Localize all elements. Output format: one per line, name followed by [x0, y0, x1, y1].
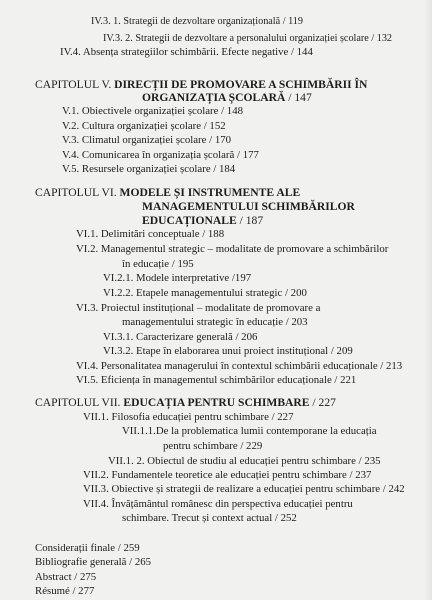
- chapter-v-prefix: CAPITOLUL V.: [35, 78, 115, 91]
- chapter-v-page: / 147: [285, 91, 312, 104]
- toc-entry-vii-1-1: VII.1.1.De la problematica lumii contemporane la educația: [122, 425, 377, 437]
- toc-entry-iv-3-1: IV.3. 1. Strategii de dezvoltare organizațională / 119: [91, 16, 303, 27]
- toc-entry-bibliography: Bibliografie generală / 265: [35, 556, 152, 568]
- chapter-v-title-line2: ORGANIZAȚIA ȘCOLARĂ: [142, 91, 286, 104]
- toc-entry-vii-1-1-cont: pentru schimbare / 229: [163, 440, 263, 452]
- chapter-vi-prefix: CAPITOLUL VI.: [35, 186, 120, 199]
- toc-entry-vi-2-cont: în educație / 195: [122, 258, 194, 270]
- chapter-v-heading-cont: [142, 91, 312, 104]
- toc-entry-vi-2-2: VI.2.2. Etapele managementului strategic / 200: [103, 287, 307, 299]
- toc-entry-vii-2: VII.2. Fundamentele teoretice ale educației pentru schimbare / 237: [83, 469, 372, 481]
- toc-entry-vi-3-cont: managementului strategic în educație / 203: [122, 316, 308, 328]
- chapter-vi-title-line1: MODELE ȘI INSTRUMENTE ALE: [119, 186, 301, 199]
- chapter-vii-page: / 227: [309, 396, 336, 409]
- toc-entry-v-5: V.5. Resursele organizației școlare / 184: [62, 163, 236, 175]
- toc-entry-vi-2: VI.2. Managementul strategic – modalitate de promovare a schimbărilor: [76, 243, 389, 255]
- toc-entry-v-3: V.3. Climatul organizației școlare / 170: [62, 134, 232, 146]
- chapter-vii-heading: [35, 396, 336, 409]
- chapter-v-title-line1: DIRECȚII DE PROMOVARE A SCHIMBĂRII ÎN: [114, 78, 368, 91]
- toc-entry-vi-5: VI.5. Eficiența în managementul schimbărilor educaționale / 221: [76, 374, 357, 386]
- toc-entry-iv-4: IV.4. Absența strategiilor schimbării. Efecte negative / 144: [60, 46, 313, 58]
- toc-entry-vi-4: VI.4. Personalitatea managerului în contextul schimbării educaționale / 213: [76, 360, 403, 372]
- toc-entry-considerations: Considerații finale / 259: [35, 542, 140, 554]
- toc-entry-v-2: V.2. Cultura organizației școlare / 152: [62, 120, 226, 132]
- chapter-vi-title-line2: MANAGEMENTULUI SCHIMBĂRILOR: [142, 200, 355, 213]
- toc-entry-vi-3-1: VI.3.1. Caracterizare generală / 206: [103, 331, 258, 343]
- chapter-v-heading: [35, 78, 367, 91]
- page-edge-shadow: [424, 0, 432, 600]
- toc-entry-vi-2-1: VI.2.1. Modele interpretative /197: [103, 272, 252, 284]
- chapter-vi-heading-cont: [142, 214, 263, 227]
- toc-entry-vi-3-2: VI.3.2. Etape în elaborarea unui proiect instituțional / 209: [103, 345, 353, 357]
- chapter-vi-title-line3: EDUCAȚIONALE: [142, 214, 237, 227]
- toc-entry-abstract: Abstract / 275: [35, 571, 97, 583]
- chapter-vi-page: / 187: [236, 214, 264, 227]
- toc-entry-vii-1-2: VII.1. 2. Obiectul de studiu al educației pentru schimbare / 235: [108, 455, 381, 467]
- toc-entry-vii-3: VII.3. Obiective și strategii de realizare a educației pentru schimbare / 242: [83, 483, 405, 495]
- toc-entry-vii-1: VII.1. Filosofia educației pentru schimbare / 227: [83, 411, 294, 423]
- toc-entry-resume: Résumé / 277: [35, 585, 95, 597]
- toc-entry-iv-3-2: IV.3. 2. Strategii de dezvoltare a personalului organizației școlare / 132: [103, 33, 393, 44]
- toc-entry-vi-1: VI.1. Delimitări conceptuale / 188: [76, 228, 225, 240]
- chapter-vii-title: EDUCAȚIA PENTRU SCHIMBARE: [123, 396, 310, 409]
- toc-entry-vii-4: VII.4. Învățământul românesc din perspectiva educației pentru: [83, 498, 353, 510]
- chapter-vii-prefix: CAPITOLUL VII.: [35, 396, 124, 409]
- toc-entry-v-1: V.1. Obiectivele organizației școlare / 148: [62, 105, 243, 117]
- toc-entry-vi-3: VI.3. Proiectul instituțional – modalitate de promovare a: [76, 302, 321, 314]
- chapter-vi-heading: [35, 186, 300, 199]
- toc-entry-v-4: V.4. Comunicarea în organizația școlară / 177: [62, 149, 259, 161]
- toc-entry-vii-4-cont: schimbare. Trecut și context actual / 252: [122, 512, 297, 524]
